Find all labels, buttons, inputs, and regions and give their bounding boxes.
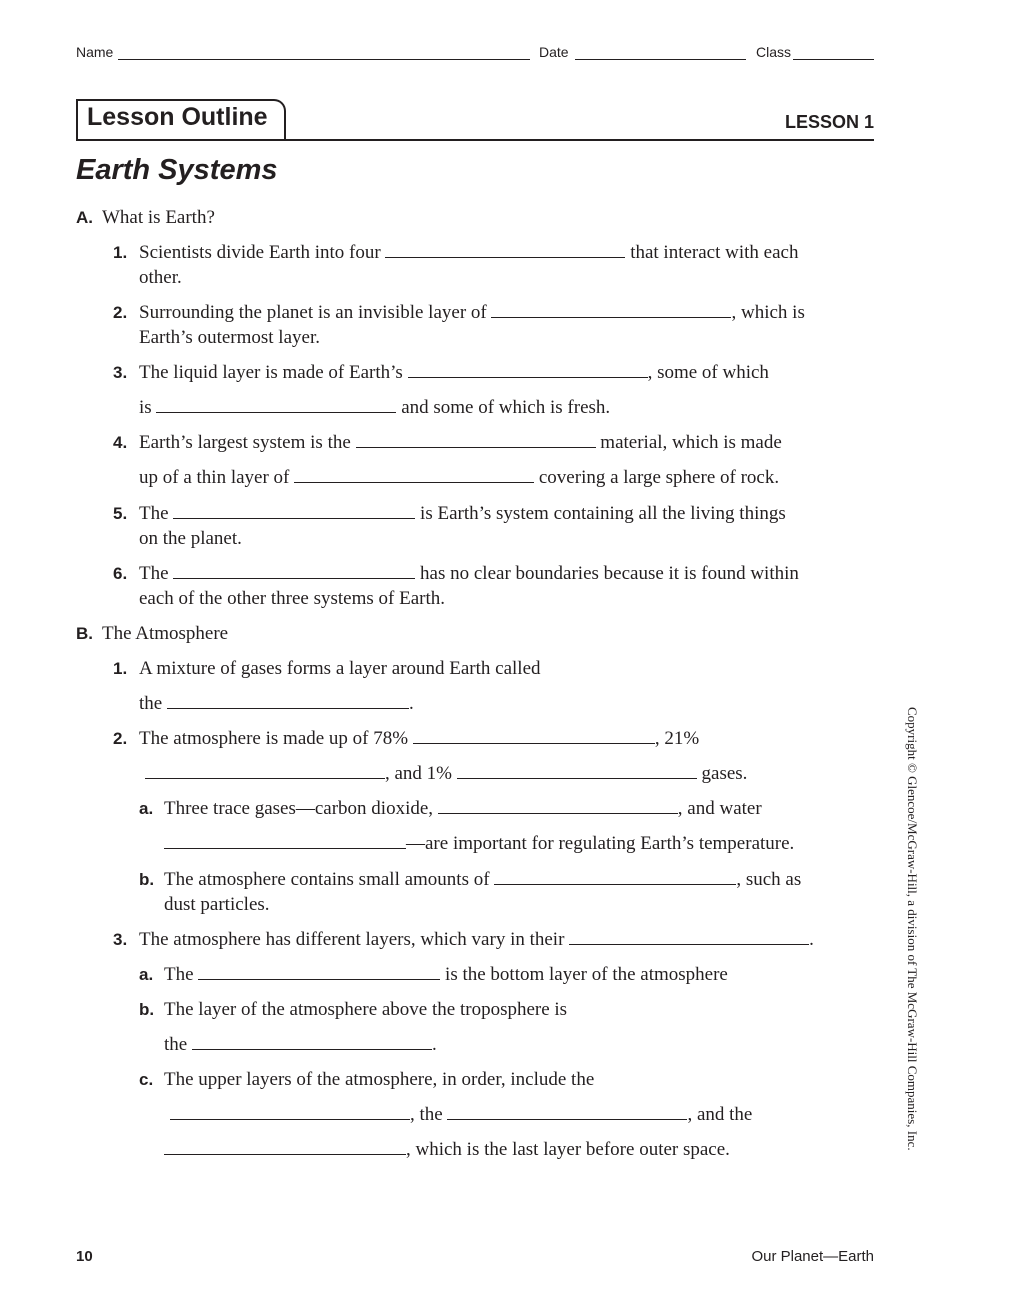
a2-number: 2. (113, 303, 128, 322)
b3-number: 3. (113, 930, 128, 949)
b3c-text-c: , and the (687, 1104, 753, 1125)
b3-blank[interactable] (569, 944, 809, 945)
a3-number: 3. (113, 363, 128, 382)
a2-text-a: Surrounding the planet is an invisible layer of (139, 302, 487, 323)
b2b-text-b: , such as (736, 869, 802, 890)
b3b-line2 (164, 1033, 437, 1057)
b1-blank[interactable] (167, 708, 409, 709)
b2b-text-a: The atmosphere contains small amounts of (164, 869, 490, 890)
b2-blank-2[interactable] (145, 778, 385, 779)
a1-text-a: Scientists divide Earth into four (139, 242, 381, 263)
student-info-header (76, 42, 874, 62)
b1-line1: A mixture of gases forms a layer around Earth called (139, 658, 541, 679)
a4-text-c: up of a thin layer of (139, 467, 290, 488)
b3c-line2 (170, 1103, 752, 1127)
b3b-marker: b. (139, 1000, 155, 1019)
b2a-text-a: Three trace gases—carbon dioxide, (164, 798, 434, 819)
a3-blank-2[interactable] (156, 412, 396, 413)
b2-line1 (139, 727, 699, 751)
b2b-blank[interactable] (494, 884, 736, 885)
b3-text-b: . (809, 929, 814, 950)
b3c-line1: The upper layers of the atmosphere, in order, include the (164, 1069, 595, 1090)
b1-line2 (139, 692, 414, 716)
b2b-line2: dust particles. (164, 894, 270, 915)
b2a-blank-1[interactable] (438, 813, 678, 814)
a5-number: 5. (113, 504, 128, 523)
a1-blank[interactable] (385, 257, 625, 258)
a3-text-d: and some of which is fresh. (401, 397, 611, 418)
a4-number: 4. (113, 433, 128, 452)
a3-text-b: , some of which (647, 362, 769, 383)
name-label: Name (76, 44, 114, 60)
a4-line2 (139, 466, 779, 490)
page-number: 10 (76, 1248, 93, 1265)
a6-text-a: The (139, 563, 169, 584)
b2-blank-1[interactable] (413, 743, 655, 744)
a3-text-a: The liquid layer is made of Earth’s (139, 362, 403, 383)
a4-line1 (139, 431, 782, 455)
a6-number: 6. (113, 564, 128, 583)
b2-text-c: , and 1% (385, 763, 453, 784)
lesson-number: LESSON 1 (784, 112, 874, 132)
a1-number: 1. (113, 243, 128, 262)
a6-blank[interactable] (173, 578, 415, 579)
b2a-line1 (164, 797, 762, 821)
a1-text-b: that interact with each (630, 242, 799, 263)
section-b-heading: The Atmosphere (102, 623, 229, 644)
b2-text-a: The atmosphere is made up of 78% (139, 728, 409, 749)
section-b-marker: B. (76, 624, 93, 643)
a6-line1 (139, 562, 799, 586)
b3-text-a: The atmosphere has different layers, which vary in their (139, 929, 565, 950)
class-label: Class (756, 44, 792, 60)
b3b-text-c: . (431, 1034, 437, 1055)
a5-text-a: The (139, 503, 169, 524)
a6-text-b: has no clear boundaries because it is found within (420, 563, 799, 584)
b2a-marker: a. (139, 799, 154, 818)
page-title: Earth Systems (76, 154, 278, 186)
b3b-text-b: the (164, 1034, 188, 1055)
b2a-text-c: —are important for regulating Earth’s temperature. (406, 833, 795, 854)
b2-blank-3[interactable] (457, 778, 697, 779)
b2-text-b: , 21% (654, 728, 700, 749)
a3-blank-1[interactable] (408, 377, 648, 378)
a2-text-b: , which is (731, 302, 805, 323)
a5-line2: on the planet. (139, 528, 242, 549)
a1-line1 (139, 241, 798, 265)
a2-blank[interactable] (491, 317, 731, 318)
b2-line2 (145, 762, 747, 786)
b1-text-b: the (139, 693, 163, 714)
a2-line2: Earth’s outermost layer. (139, 327, 320, 348)
b3a-text-a: The (164, 964, 194, 985)
b2b-line1 (164, 868, 801, 892)
a5-text-b: is Earth’s system containing all the living things (420, 503, 786, 524)
a3-line2 (139, 396, 610, 420)
b3c-text-b: , the (410, 1104, 443, 1125)
b2-number: 2. (113, 729, 128, 748)
b2a-blank-2[interactable] (164, 848, 406, 849)
date-field[interactable] (575, 59, 746, 60)
lesson-outline-title: Lesson Outline (87, 103, 268, 131)
b3b-blank[interactable] (192, 1049, 432, 1050)
a5-line1 (139, 502, 786, 526)
a4-blank-2[interactable] (294, 482, 534, 483)
b3a-text-b: is the bottom layer of the atmosphere (445, 964, 728, 985)
section-a-marker: A. (76, 208, 93, 227)
a6-line2: each of the other three systems of Earth. (139, 588, 445, 609)
a1-line2: other. (139, 267, 182, 288)
b2b-marker: b. (139, 870, 155, 889)
b3c-text-d: , which is the last layer before outer space. (406, 1139, 730, 1160)
a2-line1 (139, 301, 805, 325)
b3-line1 (139, 928, 814, 952)
b1-text-c: . (408, 693, 414, 714)
name-field[interactable] (118, 59, 530, 60)
b3a-marker: a. (139, 965, 154, 984)
b3c-blank-2[interactable] (447, 1119, 687, 1120)
book-title: Our Planet—Earth (751, 1248, 874, 1265)
date-label: Date (539, 44, 569, 60)
b3a-blank[interactable] (198, 979, 440, 980)
b3b-line1: The layer of the atmosphere above the troposphere is (164, 999, 568, 1020)
a4-blank-1[interactable] (356, 447, 596, 448)
b3c-line3 (164, 1138, 730, 1162)
a4-text-d: covering a large sphere of rock. (538, 467, 780, 488)
copyright-notice: Copyright © Glencoe/McGraw-Hill, a division of The McGraw-Hill Companies, Inc. (905, 707, 920, 1151)
class-field[interactable] (793, 59, 874, 60)
a4-text-b: material, which is made (600, 432, 782, 453)
b3c-blank-1[interactable] (170, 1119, 410, 1120)
b3a-line1 (164, 963, 728, 987)
b2a-text-b: , and water (677, 798, 762, 819)
a3-text-c: is (139, 397, 152, 418)
section-a-heading: What is Earth? (102, 207, 215, 228)
a3-line1 (139, 361, 769, 385)
b2-text-d: gases. (701, 763, 748, 784)
a4-text-a: Earth’s largest system is the (139, 432, 351, 453)
b2a-line2 (164, 832, 794, 856)
b1-number: 1. (113, 659, 128, 678)
b3c-marker: c. (139, 1070, 154, 1089)
a5-blank[interactable] (173, 518, 415, 519)
banner-rule (76, 139, 874, 141)
b3c-blank-3[interactable] (164, 1154, 406, 1155)
